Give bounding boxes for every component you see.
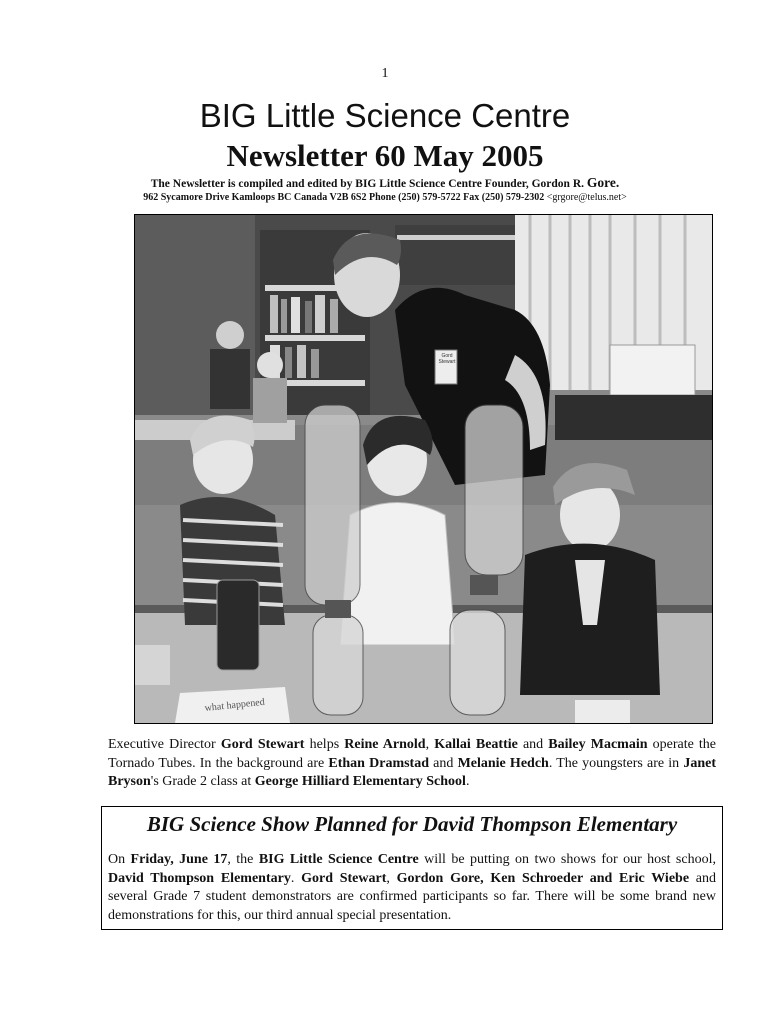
- credit-name: Gore.: [586, 175, 620, 190]
- email-link[interactable]: <grgore@telus.net>: [546, 192, 627, 203]
- editor-credit: [0, 175, 770, 191]
- address-text: 962 Sycamore Drive Kamloops BC Canada V2B 6S2 Phone (250) 579-5722 Fax (250) 579-2302: [143, 192, 547, 203]
- newsletter-photo: [134, 214, 713, 724]
- newsletter-title: BIG Little Science Centre: [199, 97, 571, 134]
- credit-text: The Newsletter is compiled and edited by BIG Little Science Centre Founder, Gordon R.: [150, 178, 587, 190]
- page-number: 1: [381, 66, 389, 81]
- photo-caption: Executive Director Gord Stewart helps Reine Arnold, Kallai Beattie and Bailey Macmain operate the Tornado Tubes. In the background are Ethan Dramstad and Melanie Hedch. The youngsters are in Janet Bryson's Grade 2 class at George Hilliard Elementary School.: [108, 737, 717, 789]
- contact-address: [0, 192, 770, 203]
- book-cover-text: what happened: [204, 696, 266, 714]
- article-title: BIG Science Show Planned for David Thompson Elementary: [146, 812, 678, 836]
- article-body: On Friday, June 17, the BIG Little Science Centre will be putting on two shows for our host school, David Thompson Elementary. Gord Stewart, Gordon Gore, Ken Schroeder and Eric Wiebe and several Grade 7 student demonstrators are confirmed participants so far. There will be some brand new demonstrations for this, our third annual special presentation.: [108, 852, 717, 923]
- newsletter-issue: Newsletter 60 May 2005: [226, 138, 544, 173]
- name-badge: Gord Stewart: [438, 353, 456, 365]
